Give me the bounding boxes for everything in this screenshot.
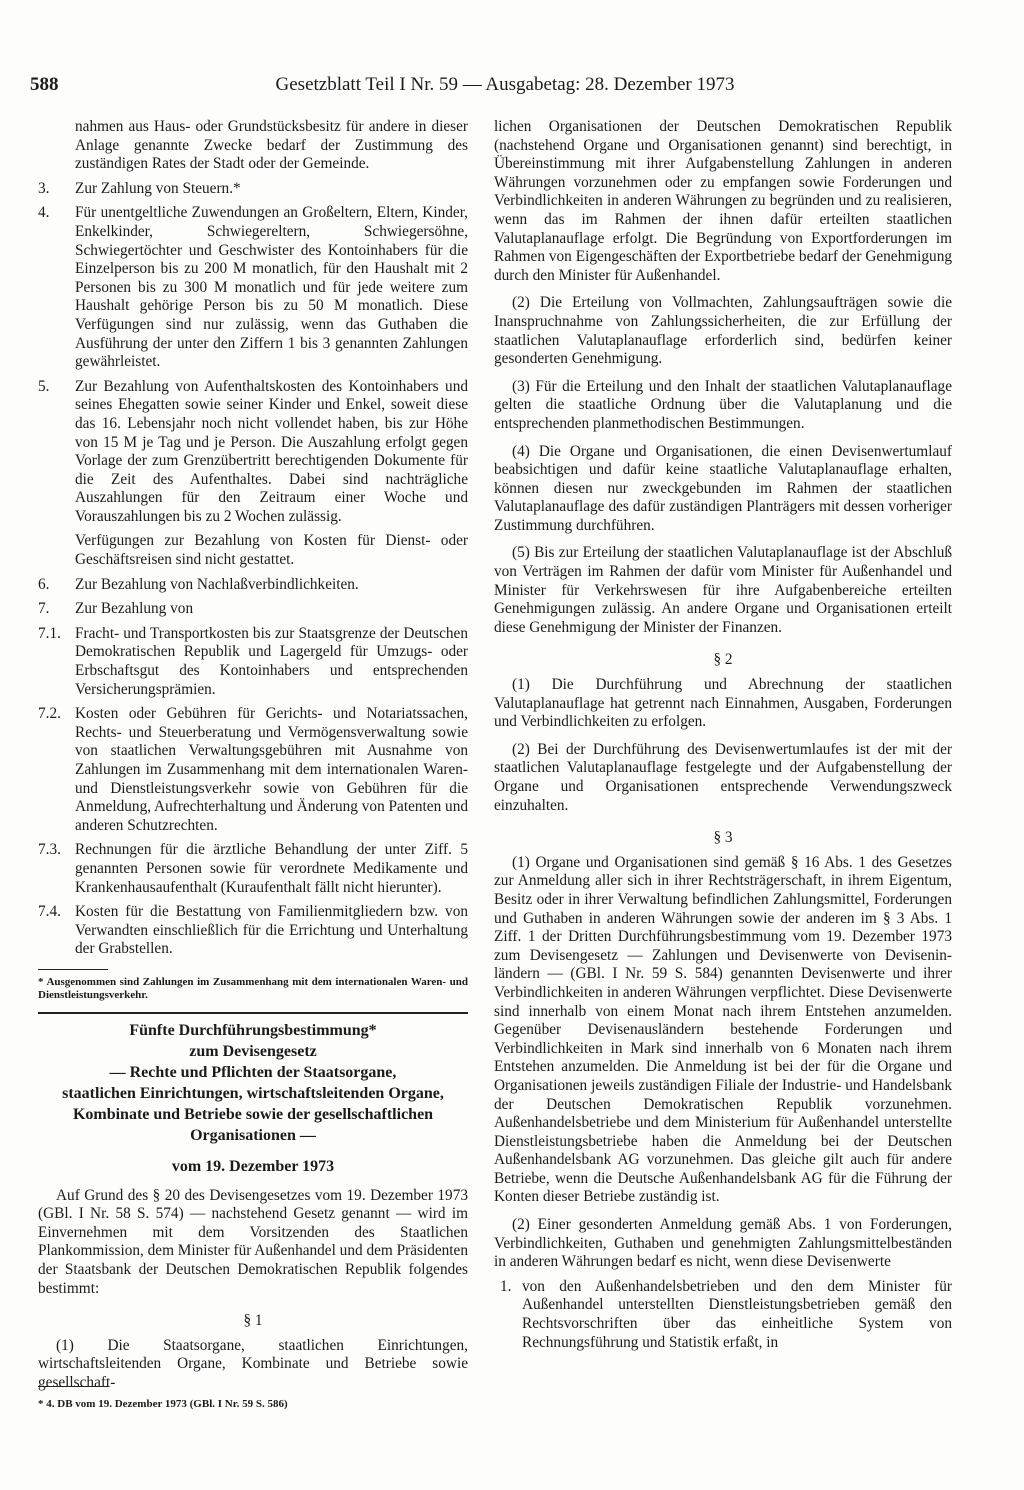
footnote-rule [38, 969, 108, 970]
running-title: Gesetzblatt Teil I Nr. 59 — Ausgabetag: 28. Dezember 1973 [275, 74, 735, 95]
continued-paragraph: lichen Organisationen der Deutschen Demokratischen Republik (nachstehend Organe und Organisationen genannt) sind berechtigt, in Übereinstimmung mit ihrer Aufgabenstellung Zahlungen in anderen Währungen vorzunehmen oder zu empfangen sowie Forderungen und Verbindlichkeiten in anderen Währungen zu begründen und zu realisieren, wenn das im Rahmen der ihnen dafür erteilten staatlichen Valutaplanauflage erfolgt. Die Begründung von Exportforderungen im Rahmen von Eigengeschäften der Exportbetriebe bedarf der Genehmigung durch den Minister für Außenhandel. [494, 118, 952, 284]
list-text: Kosten oder Gebühren für Gerichts- und Notariatssachen, Rechts- und Steuerberatung und Vermögensverwaltung sowie von staatlichen Verwaltungsgebühren mit Ausnahme von Zahlungen im Zusammenhang mit dem internationalen Waren- und Dienstleistungsverkehr sowie von Gebühren für die Anmeldung, Aufrechterhaltung und Änderung von Patenten und anderen Schutzrechten. [75, 705, 468, 834]
list-text: Zur Zahlung von Steuern.* [75, 179, 241, 197]
list-number: 7.2. [38, 705, 61, 723]
list-text: Zur Bezahlung von Nachlaßverbindlichkeiten. [75, 575, 359, 593]
decree-title [38, 1020, 468, 1146]
list-item [38, 600, 468, 619]
list-number: 5. [38, 377, 50, 395]
section-paragraph: (1) Organe und Organisationen sind gemäß § 16 Abs. 1 des Gesetzes zur Anmeldung aller sich in ihrer Rechtsträgerschaft, in ihrem Eigentum, Besitz oder in ihrer Verwaltung befindlichen Zahlungsmittel, Forderungen und Guthaben in anderen Währungen sowie der anderen im § 3 Abs. 1 Ziff. 1 der Dritten Durchführungsbestimmung vom 19. Dezember 1973 zum Devisengesetz — Zahlungen und Devisenwerte von Deviseninländern — (GBl. I Nr. 59 S. 584) genannten Devisenwerte und ihrer Verbindlichkeiten in anderen Währungen verpflichtet. Diese Devisenwerte sind innerhalb von einem Monat nach ihrem Entstehen anzumelden. Gegenüber Devisenausländern bestehende Forderungen und Verbindlichkeiten in Mark sind innerhalb von 6 Monaten nach ihrem Entstehen anzumelden. Die Anmeldung ist bei der für die Organe und Organisationen jeweils zuständigen Filiale der Industrie- und Handelsbank der Deutschen Demokratischen Republik vorzunehmen. Außenhandelsbetriebe und dem Ministerium für Außenhandel unterstellte Dienstleistungsbetriebe haben die Anmeldung bei der Deutschen Außenhandelsbank AG vorzunehmen. Das gleiche gilt auch für andere Betriebe, wenn die Deutsche Außenhandelsbank AG für die Führung der Konten dieser Betriebe zuständig ist. [494, 853, 952, 1206]
page-footnote: * 4. DB vom 19. Dezember 1973 (GBl. I Nr. 59 S. 586) [38, 1398, 288, 1410]
title-line: — Rechte und Pflichten der Staatsorgane, [109, 1063, 397, 1081]
continued-paragraph: nahmen aus Haus- oder Grundstücksbesitz für andere in dieser Anlage genannte Zwecke bedarf der Zustimmung des zuständigen Rates der Stadt oder der Gemeinde. [75, 118, 468, 173]
decree-date: vom 19. Dezember 1973 [171, 1157, 335, 1175]
preamble: Auf Grund des § 20 des Devisengesetzes vom 19. Dezember 1973 (GBl. I Nr. 58 S. 574) — nachstehend Gesetz genannt — wird im Einvernehmen mit dem Vorsitzenden des Staatlichen Plankommission, dem Minister für Außenhandel und dem Präsidenten der Staatsbank der Deutschen Demokratischen Republik folgendes bestimmt: [38, 1186, 468, 1297]
list-item [38, 841, 468, 897]
section-paragraph: (2) Bei der Durchführung des Devisenwertumlaufes ist der mit der staatlichen Valutaplanauflage festgelegte und der Aufgabenstellung der Organe und Organisationen entsprechende Verwendungszweck einzuhalten. [494, 740, 952, 814]
list-text: Fracht- und Transportkosten bis zur Staatsgrenze der Deutschen Demokratischen Republik und Lagergeld für Umzugs- oder Erbschaftsgut des Kontoinhabers und entsprechenden Versicherungsprämien. [75, 624, 468, 698]
list-item [494, 1278, 952, 1352]
list-number: 7.1. [38, 624, 61, 642]
page-header [30, 72, 980, 98]
list-number: 4. [38, 204, 50, 222]
list-number: 1. [500, 1277, 512, 1295]
section-paragraph: (4) Die Organe und Organisationen, die einen Devisenwertumlauf beabsichtigen und dafür keine staatliche Valutaplanauflage erhalten, können diesen nur zweckgebunden im Rahmen der staatlichen Valutaplanauflage des dafür zuständigen Planträgers mit dessen vorheriger Zustimmung durchführen. [494, 442, 952, 534]
section-heading: § 2 [713, 651, 733, 669]
list-text: von den Außenhandelsbetrieben und den dem Minister für Außenhandel unterstellten Dienstleistungsbetrieben gemäß den Rechtsvorschriften über das einheitliche System von Rechnungsführung und Statistik erfaßt, in [522, 1277, 952, 1351]
section-heading: § 3 [713, 829, 733, 847]
list-number: 7. [38, 600, 50, 618]
list-text: Zur Bezahlung von [75, 600, 194, 618]
list-item [38, 180, 468, 199]
page-number: 588 [30, 74, 59, 95]
list-item [38, 705, 468, 835]
list-item [38, 625, 468, 699]
list-item [38, 903, 468, 959]
section-paragraph: (3) Für die Erteilung und den Inhalt der staatlichen Valutaplanauflage gelten die staatliche Ordnung über die Valutaplanung und die entsprechenden planmethodischen Bestimmungen. [494, 377, 952, 432]
section-heading: § 1 [243, 1312, 263, 1330]
left-column [38, 118, 468, 1392]
list-number: 3. [38, 179, 50, 197]
footnote-rule [38, 1386, 108, 1387]
section-paragraph: (2) Einer gesonderten Anmeldung gemäß Abs. 1 von Forderungen, Verbindlichkeiten, Guthaben und genehmigten Zahlungsmittelbeständen in anderen Währungen bedarf es nicht, wenn diese Devisenwerte [494, 1216, 952, 1271]
title-line: Kombinate und Betriebe sowie der gesellschaftlichen [72, 1105, 434, 1123]
list-number: 7.4. [38, 903, 61, 921]
page-footnote-block [38, 1386, 468, 1422]
section-divider [38, 1012, 468, 1014]
section-paragraph: (1) Die Durchführung und Abrechnung der staatlichen Valutaplanauflage hat getrennt nach Einnahmen, Ausgaben, Forderungen und Verbindlichkeiten zu erfolgen. [494, 676, 952, 731]
list-item [38, 378, 468, 527]
footnote: * Ausgenommen sind Zahlungen im Zusammenhang mit dem internationalen Waren- und Dienstleistungsverkehr. [38, 975, 468, 1001]
title-line: Fünfte Durchführungsbestimmung* [129, 1021, 377, 1039]
right-column [494, 118, 952, 1352]
section-paragraph: (2) Die Erteilung von Vollmachten, Zahlungsaufträgen sowie die Inanspruchnahme von Zahlungssicherheiten, die zur Erfüllung der staatlichen Valutaplanauflage erforderlich sind, bedürfen keiner gesonderten Genehmigung. [494, 294, 952, 368]
list-item [38, 576, 468, 595]
section-paragraph: (1) Die Staatsorgane, staatlichen Einrichtungen, wirtschaftsleitenden Organe, Kombinate und Betriebe sowie gesellschaft- [38, 1336, 468, 1391]
title-line: staatlichen Einrichtungen, wirtschaftsleitenden Organe, [62, 1084, 444, 1102]
list-item-note: Verfügungen zur Bezahlung von Kosten für Dienst- oder Geschäftsreisen sind nicht gestattet. [75, 532, 468, 569]
list-text: Zur Bezahlung von Aufenthaltskosten des Kontoinhabers und seines Ehegatten sowie seiner Kinder und Enkel, soweit diese das 16. Lebensjahr noch nicht vollendet haben, bis zur Höhe von 15 M je Tag und je Person. Die Auszahlung erfolgt gegen Vorlage der zum Grenzübertritt berechtigenden Dokumente für die Zeit des Aufenthaltes. Dabei sind nachträgliche Auszahlungen für den Zeitraum einer Woche und Vorauszahlungen bis zu 2 Wochen zulässig. [75, 377, 468, 525]
title-line: zum Devisengesetz [189, 1042, 317, 1060]
list-number: 6. [38, 575, 50, 593]
list-text: Für unentgeltliche Zuwendungen an Großeltern, Eltern, Kinder, Enkelkinder, Schwiegereltern, Schwiegersöhne, Schwiegertöchter und Geschwister des Kontoinhabers für die Einzelperson bis zu 200 M monatlich, für den Haushalt mit 2 Personen bis zu 300 M monatlich und für jede weitere zum Haushalt gehörige Person bis zu 50 M monatlich. Diese Verfügungen sind nur zulässig, wenn das Guthaben die Ausführung der unter den Ziffern 1 bis 3 genannten Zahlungen gewährleistet. [75, 204, 468, 371]
list-text: Kosten für die Bestattung von Familienmitgliedern bzw. von Verwandten einschließlich für die Errichtung und Unterhaltung der Grabstellen. [75, 903, 468, 958]
section-paragraph: (5) Bis zur Erteilung der staatlichen Valutaplanauflage ist der Abschluß von Verträgen im Rahmen der dafür vom Minister für Außenhandel und Minister für Verkehrswesen für ihre Aufgabenbereiche erteilten Genehmigungen zulässig. An andere Organe und Organisationen erteilt diese Genehmigung der Minister der Finanzen. [494, 544, 952, 636]
title-line: Organisationen — [190, 1126, 316, 1144]
list-item [38, 204, 468, 371]
list-text: Rechnungen für die ärztliche Behandlung der unter Ziff. 5 genannten Personen sowie für verordnete Medikamente und Krankenhausaufenthalt (Kuraufenthalt fällt nicht hierunter). [75, 841, 468, 896]
list-number: 7.3. [38, 841, 61, 859]
